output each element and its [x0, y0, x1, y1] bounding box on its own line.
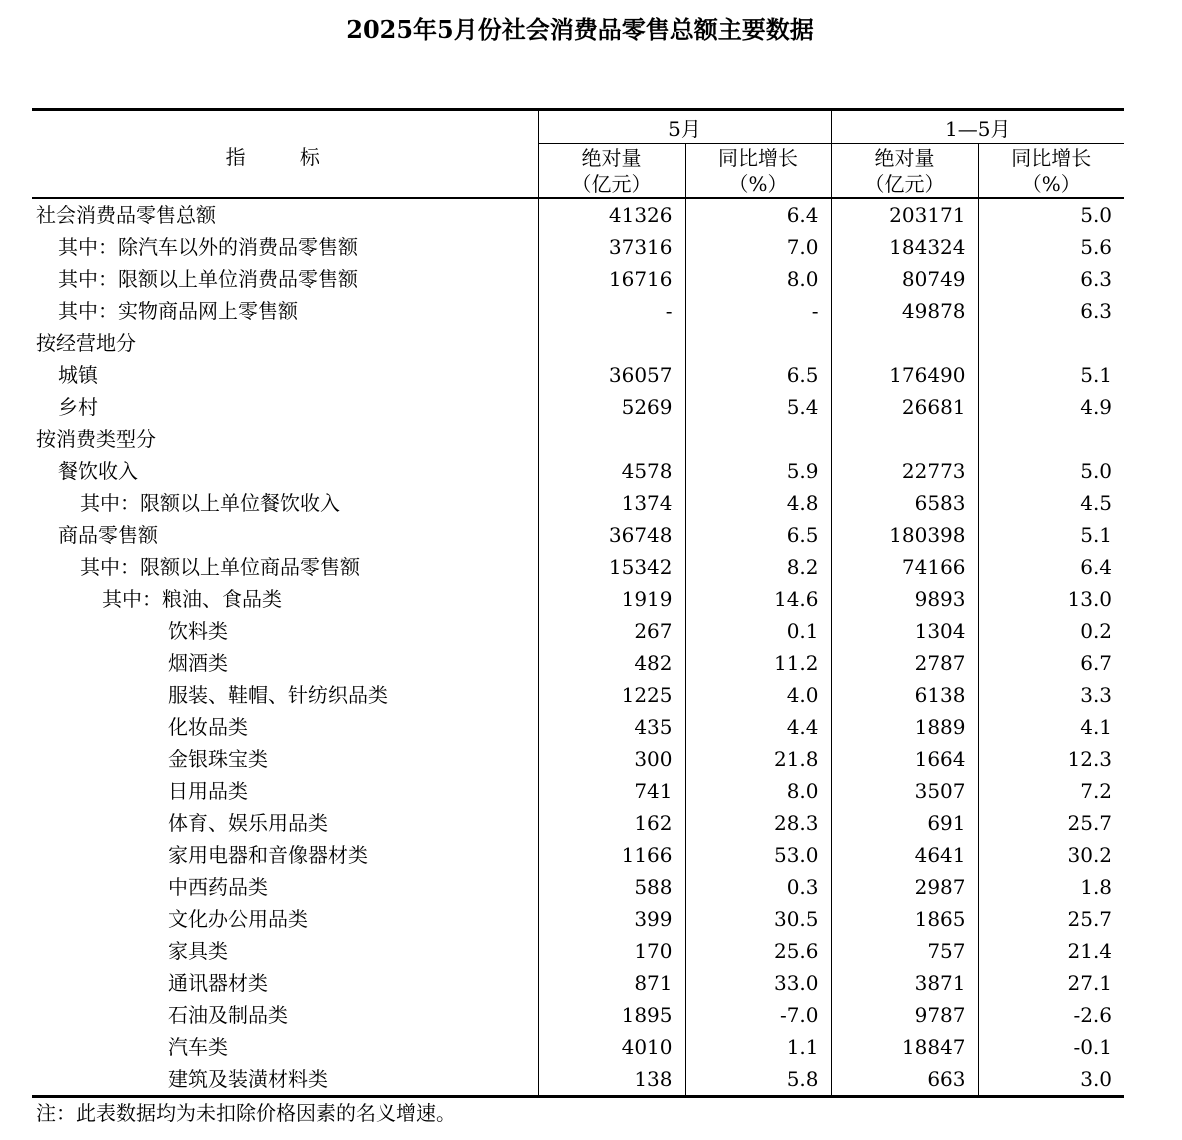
table-row — [32, 935, 1124, 967]
footnote: 注：此表数据均为未扣除价格因素的名义增速。 — [36, 1101, 456, 1125]
cumulative-yoy-cell: 6.7 — [978, 647, 1124, 679]
month-absolute-cell: - — [538, 295, 685, 327]
month-yoy-cell: 28.3 — [685, 807, 831, 839]
month-yoy-cell: 4.8 — [685, 487, 831, 519]
cumulative-yoy-cell: 6.3 — [978, 295, 1124, 327]
cumulative-absolute-cell: 9893 — [831, 583, 978, 615]
month-absolute-cell: 15342 — [538, 551, 685, 583]
cumulative-absolute-cell: 176490 — [831, 359, 978, 391]
month-absolute-cell: 1919 — [538, 583, 685, 615]
table-row — [32, 198, 1124, 231]
table-row — [32, 775, 1124, 807]
row-label: 金银珠宝类 — [168, 747, 268, 771]
row-label: 化妆品类 — [168, 715, 248, 739]
cumulative-yoy-cell: 4.1 — [978, 711, 1124, 743]
row-label: 其中：除汽车以外的消费品零售额 — [58, 235, 358, 259]
month-yoy-cell: 8.0 — [685, 775, 831, 807]
cumulative-yoy-cell: 5.0 — [978, 198, 1124, 231]
table-row — [32, 839, 1124, 871]
cumulative-absolute-cell: 1664 — [831, 743, 978, 775]
month-absolute-cell: 1895 — [538, 999, 685, 1031]
cumulative-absolute-cell: 757 — [831, 935, 978, 967]
cumulative-yoy-cell: 13.0 — [978, 583, 1124, 615]
month-yoy-cell — [685, 327, 831, 359]
cumulative-absolute-cell — [831, 327, 978, 359]
cumulative-yoy-cell: 0.2 — [978, 615, 1124, 647]
month-yoy-header: 同比增长 （%） — [685, 144, 831, 199]
cumulative-absolute-cell: 184324 — [831, 231, 978, 263]
table-row — [32, 583, 1124, 615]
cumulative-yoy-cell: 3.0 — [978, 1063, 1124, 1097]
row-label: 其中：实物商品网上零售额 — [58, 299, 298, 323]
cumulative-yoy-cell: 6.3 — [978, 263, 1124, 295]
row-label: 家具类 — [168, 939, 228, 963]
cumulative-absolute-cell: 1304 — [831, 615, 978, 647]
month-yoy-cell: - — [685, 295, 831, 327]
cumulative-yoy-cell: 1.8 — [978, 871, 1124, 903]
table-row — [32, 423, 1124, 455]
cumulative-absolute-cell: 4641 — [831, 839, 978, 871]
month-absolute-cell — [538, 327, 685, 359]
month-absolute-cell: 399 — [538, 903, 685, 935]
month-yoy-cell: 53.0 — [685, 839, 831, 871]
cumulative-absolute-cell: 1865 — [831, 903, 978, 935]
month-yoy-cell: 6.4 — [685, 198, 831, 231]
retail-sales-table — [32, 108, 1124, 1098]
data-table-container — [32, 108, 1124, 1098]
table-row — [32, 679, 1124, 711]
cumulative-absolute-cell: 3507 — [831, 775, 978, 807]
cumulative-absolute-cell: 74166 — [831, 551, 978, 583]
table-row — [32, 487, 1124, 519]
cumulative-yoy-cell: 27.1 — [978, 967, 1124, 999]
month-yoy-cell: 4.4 — [685, 711, 831, 743]
table-row — [32, 999, 1124, 1031]
cumulative-yoy-cell: -2.6 — [978, 999, 1124, 1031]
month-yoy-cell: 0.3 — [685, 871, 831, 903]
cumulative-absolute-header: 绝对量 （亿元） — [831, 144, 978, 199]
cumulative-absolute-cell: 9787 — [831, 999, 978, 1031]
month-yoy-cell: 21.8 — [685, 743, 831, 775]
cumulative-yoy-cell — [978, 423, 1124, 455]
cumulative-yoy-cell: 5.1 — [978, 519, 1124, 551]
month-absolute-cell: 1225 — [538, 679, 685, 711]
month-yoy-cell: 5.8 — [685, 1063, 831, 1097]
table-row — [32, 647, 1124, 679]
cumulative-yoy-cell: 21.4 — [978, 935, 1124, 967]
page-title: 2025年5月份社会消费品零售总额主要数据 — [346, 15, 814, 44]
cumulative-group-header: 1—5月 — [831, 110, 1124, 144]
month-absolute-cell: 5269 — [538, 391, 685, 423]
month-absolute-cell: 588 — [538, 871, 685, 903]
month-absolute-cell: 170 — [538, 935, 685, 967]
table-header — [32, 110, 1124, 199]
table-row — [32, 359, 1124, 391]
cumulative-yoy-cell: 12.3 — [978, 743, 1124, 775]
row-label: 中西药品类 — [168, 875, 268, 899]
cumulative-absolute-cell: 180398 — [831, 519, 978, 551]
month-absolute-cell: 300 — [538, 743, 685, 775]
row-label: 社会消费品零售总额 — [36, 203, 216, 227]
month-yoy-cell: 5.9 — [685, 455, 831, 487]
row-label: 饮料类 — [168, 619, 228, 643]
cumulative-absolute-cell: 22773 — [831, 455, 978, 487]
cumulative-absolute-cell: 6583 — [831, 487, 978, 519]
table-row — [32, 295, 1124, 327]
cumulative-absolute-cell: 2987 — [831, 871, 978, 903]
row-label: 体育、娱乐用品类 — [168, 811, 328, 835]
month-yoy-cell: 11.2 — [685, 647, 831, 679]
table-row — [32, 615, 1124, 647]
cumulative-yoy-cell: 5.0 — [978, 455, 1124, 487]
cumulative-yoy-cell: -0.1 — [978, 1031, 1124, 1063]
month-absolute-cell: 871 — [538, 967, 685, 999]
table-row — [32, 807, 1124, 839]
row-label: 日用品类 — [168, 779, 248, 803]
month-absolute-cell: 1166 — [538, 839, 685, 871]
month-yoy-cell: 14.6 — [685, 583, 831, 615]
cumulative-yoy-cell: 4.5 — [978, 487, 1124, 519]
month-yoy-cell: 5.4 — [685, 391, 831, 423]
row-label: 其中：粮油、食品类 — [102, 587, 282, 611]
month-yoy-cell: 0.1 — [685, 615, 831, 647]
month-absolute-cell: 482 — [538, 647, 685, 679]
cumulative-yoy-cell: 7.2 — [978, 775, 1124, 807]
month-yoy-cell: 1.1 — [685, 1031, 831, 1063]
table-row — [32, 519, 1124, 551]
table-row — [32, 871, 1124, 903]
month-absolute-cell: 138 — [538, 1063, 685, 1097]
table-row — [32, 551, 1124, 583]
row-label: 服装、鞋帽、针纺织品类 — [168, 683, 388, 707]
row-label: 其中：限额以上单位商品零售额 — [80, 555, 360, 579]
month-absolute-cell: 267 — [538, 615, 685, 647]
row-label: 其中：限额以上单位餐饮收入 — [80, 491, 340, 515]
row-label: 通讯器材类 — [168, 971, 268, 995]
table-row — [32, 231, 1124, 263]
month-yoy-cell: 8.0 — [685, 263, 831, 295]
table-row — [32, 903, 1124, 935]
month-group-header: 5月 — [538, 110, 831, 144]
cumulative-yoy-cell — [978, 327, 1124, 359]
row-label: 城镇 — [58, 363, 98, 387]
cumulative-absolute-cell: 26681 — [831, 391, 978, 423]
month-absolute-cell: 16716 — [538, 263, 685, 295]
cumulative-yoy-cell: 30.2 — [978, 839, 1124, 871]
row-label: 建筑及装潢材料类 — [32, 1063, 538, 1097]
cumulative-absolute-cell: 1889 — [831, 711, 978, 743]
month-absolute-cell: 435 — [538, 711, 685, 743]
table-row — [32, 391, 1124, 423]
month-absolute-cell: 37316 — [538, 231, 685, 263]
cumulative-yoy-cell: 25.7 — [978, 903, 1124, 935]
table-body — [32, 198, 1124, 1097]
month-yoy-cell: 33.0 — [685, 967, 831, 999]
row-label: 汽车类 — [168, 1035, 228, 1059]
table-row — [32, 743, 1124, 775]
table-row — [32, 1031, 1124, 1063]
month-yoy-cell: 4.0 — [685, 679, 831, 711]
cumulative-absolute-cell: 80749 — [831, 263, 978, 295]
month-absolute-cell: 4010 — [538, 1031, 685, 1063]
month-yoy-cell: 25.6 — [685, 935, 831, 967]
row-label: 其中：限额以上单位消费品零售额 — [58, 267, 358, 291]
month-absolute-cell: 1374 — [538, 487, 685, 519]
cumulative-yoy-cell: 5.6 — [978, 231, 1124, 263]
month-absolute-cell: 36057 — [538, 359, 685, 391]
month-yoy-cell: 30.5 — [685, 903, 831, 935]
table-row — [32, 711, 1124, 743]
cumulative-absolute-cell: 3871 — [831, 967, 978, 999]
row-label: 按经营地分 — [36, 331, 136, 355]
cumulative-yoy-cell: 4.9 — [978, 391, 1124, 423]
row-label: 文化办公用品类 — [168, 907, 308, 931]
month-yoy-cell: -7.0 — [685, 999, 831, 1031]
row-label: 餐饮收入 — [58, 459, 138, 483]
cumulative-absolute-cell — [831, 423, 978, 455]
month-yoy-cell — [685, 423, 831, 455]
cumulative-absolute-cell: 18847 — [831, 1031, 978, 1063]
row-label: 家用电器和音像器材类 — [168, 843, 368, 867]
cumulative-yoy-cell: 25.7 — [978, 807, 1124, 839]
cumulative-yoy-header: 同比增长 （%） — [978, 144, 1124, 199]
month-absolute-header: 绝对量 （亿元） — [538, 144, 685, 199]
table-row — [32, 455, 1124, 487]
table-row — [32, 967, 1124, 999]
row-label: 按消费类型分 — [36, 427, 156, 451]
row-label: 商品零售额 — [58, 523, 158, 547]
month-absolute-cell: 4578 — [538, 455, 685, 487]
row-label: 石油及制品类 — [168, 1003, 288, 1027]
cumulative-yoy-cell: 5.1 — [978, 359, 1124, 391]
month-yoy-cell: 7.0 — [685, 231, 831, 263]
cumulative-yoy-cell: 3.3 — [978, 679, 1124, 711]
cumulative-absolute-cell: 2787 — [831, 647, 978, 679]
month-yoy-cell: 6.5 — [685, 359, 831, 391]
row-label: 烟酒类 — [168, 651, 228, 675]
cumulative-yoy-cell: 6.4 — [978, 551, 1124, 583]
cumulative-absolute-cell: 691 — [831, 807, 978, 839]
table-row — [32, 1063, 1124, 1097]
cumulative-absolute-cell: 49878 — [831, 295, 978, 327]
month-absolute-cell: 41326 — [538, 198, 685, 231]
month-absolute-cell: 741 — [538, 775, 685, 807]
cumulative-absolute-cell: 663 — [831, 1063, 978, 1097]
month-absolute-cell — [538, 423, 685, 455]
cumulative-absolute-cell: 6138 — [831, 679, 978, 711]
table-row — [32, 263, 1124, 295]
indicator-header: 指 标 — [32, 110, 538, 199]
month-yoy-cell: 8.2 — [685, 551, 831, 583]
row-label: 乡村 — [58, 395, 98, 419]
month-absolute-cell: 36748 — [538, 519, 685, 551]
month-yoy-cell: 6.5 — [685, 519, 831, 551]
table-row — [32, 327, 1124, 359]
month-absolute-cell: 162 — [538, 807, 685, 839]
cumulative-absolute-cell: 203171 — [831, 198, 978, 231]
